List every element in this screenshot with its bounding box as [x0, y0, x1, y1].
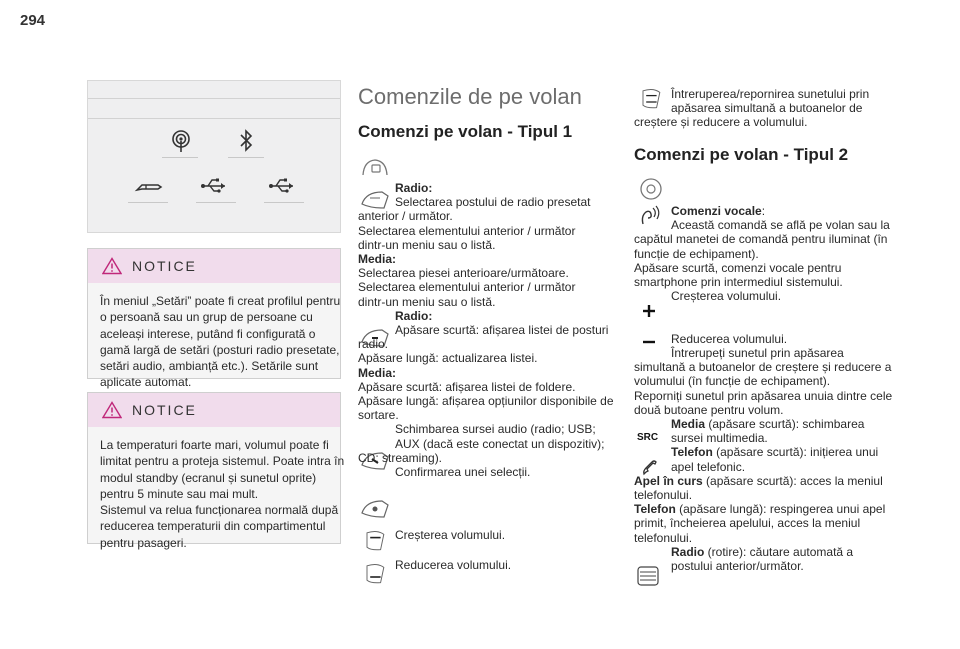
section-title-type1: Comenzi pe volan - Tipul 1: [358, 122, 573, 141]
usb-icon: [267, 173, 297, 199]
warning-icon: [102, 257, 122, 275]
steering-switch-icon: [360, 497, 390, 521]
steering-wheel-icon: [636, 176, 666, 200]
notice-text: În meniul „Setări” poate fi creat profilul pentru o persoană sau un grup de persoane cu aceleași interese, putând fi configurată o gamă largă de setări (posturi radio presetate, setări audio, ambianță etc.). Setările sunt aplicate automat.: [100, 294, 341, 390]
type1-description: Radio: Selectarea postului de radio presetat anterior / următor. Selectarea elementului anterior / următor dintr-un meniu sau o listă. Media: Selectarea piesei anterioare/următoare. Selectarea elementului anterior / următor dintr-un meniu sau o listă. Radio: Apăsare scurtă: afișarea listei de posturi radio. Apăsare lungă: actualizarea listei. Media: Apăsare scurtă: afișarea listei de foldere. Apăsare lungă: afișarea opțiunilor disponibile de sortare. Schimbarea sursei audio (radio; USB; AUX (dacă este conectat un dispozitiv); CD; streaming). Confirmarea unei selecții.: [358, 181, 614, 480]
notice-box: [87, 248, 341, 390]
warning-icon: [102, 401, 122, 419]
connectivity-icons-figure: [87, 80, 341, 233]
notice-box: [87, 392, 345, 550]
steering-wheel-icon: [360, 156, 390, 180]
section-title-type2: Comenzi pe volan - Tipul 2: [634, 145, 849, 164]
volume-up-switch-icon: [360, 528, 390, 552]
volume-up-text: Creșterea volumului.: [395, 528, 506, 542]
aux-jack-icon: [134, 173, 164, 199]
notice-header: [88, 249, 340, 283]
notice-text: La temperaturi foarte mari, volumul poate fi limitat pentru a proteja sistemul. Poate intra în modul standby (ecranul și sunetul oprite) pentru 5 minute sau mai mult. Sistemul va relua funcționarea normală după reducerea temperaturii din compartimentul pentru pasageri.: [100, 438, 345, 550]
bluetooth-icon: [233, 128, 259, 154]
page-title: Comenzile de pe volan: [358, 84, 582, 109]
notice-title: NOTICE: [132, 402, 197, 418]
src-icon: SRC: [637, 432, 659, 443]
wireless-icon: [168, 128, 194, 154]
notice-header: [88, 393, 340, 427]
volume-down-text: Reducerea volumului.: [395, 558, 512, 572]
usb-icon: [199, 173, 229, 199]
page-number: 294: [20, 12, 46, 29]
mute-description: Întreruperea/repornirea sunetului prin apăsarea simultană a butoanelor de creștere și reducere a volumului.: [634, 87, 870, 130]
type2-description: Comenzi vocale: Această comandă se află pe volan sau la capătul manetei de comandă pentru iluminat (în funcție de echipament). Apăsare scurtă, comenzi vocale pentru smartphone prin intermediul sistemului. Creșterea volumului. Reducerea volumului. Întrerupeți sunetul prin apăsarea simultană a butoanelor de creștere și reducere a volumului (în funcție de echipament). Reporniți sunetul prin apăsarea unuia dintre cele două butoane pentru volum. Media (apăsare scurtă): schimbarea sursei multimedia. Telefon (apăsare scurtă): inițierea unui apel telefonic. Apel în curs (apăsare scurtă): acces la meniul telefonului. Telefon (apăsare lungă): respingerea unui apel primit, încheierea apelului, acces la meniul telefonului. Radio (rotire): căutare automată a postului anterior/următor.: [634, 204, 893, 574]
notice-title: NOTICE: [132, 258, 197, 274]
volume-down-switch-icon: [360, 561, 390, 585]
